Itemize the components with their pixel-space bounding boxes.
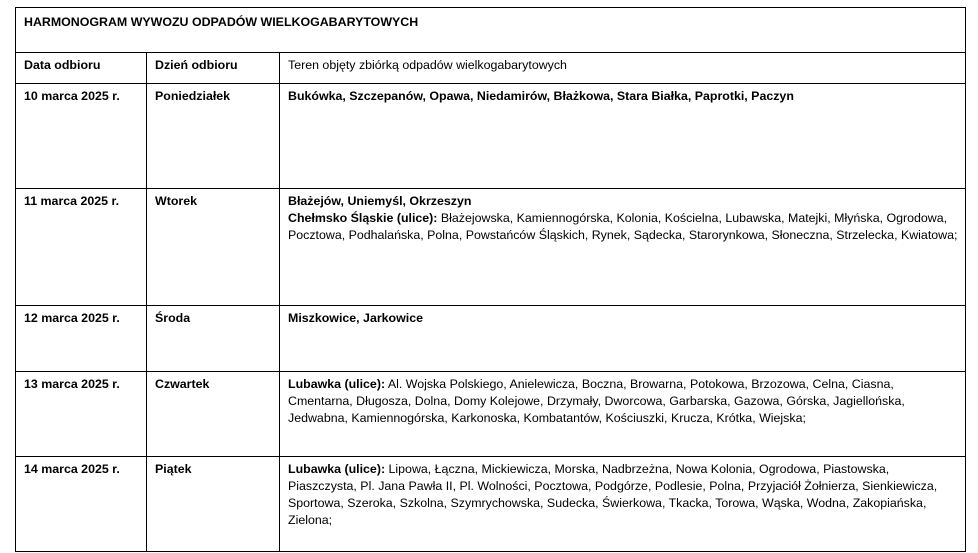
header-row — [16, 53, 966, 84]
table-row — [16, 189, 966, 306]
pickup-day: Czwartek — [147, 372, 280, 457]
pickup-date: 14 marca 2025 r. — [16, 457, 147, 552]
area-localities: Błażejów, Uniemyśl, Okrzeszyn — [288, 194, 472, 208]
table-row — [16, 306, 966, 372]
table-row — [16, 84, 966, 189]
title-row — [16, 8, 966, 53]
pickup-day: Wtorek — [147, 189, 280, 306]
area-localities: Bukówka, Szczepanów, Opawa, Niedamirów, Błażkowa, Stara Białka, Paprotki, Paczyn — [288, 89, 794, 103]
area-localities: Miszkowice, Jarkowice — [288, 311, 423, 325]
pickup-date: 10 marca 2025 r. — [16, 84, 147, 189]
schedule-table — [15, 7, 966, 552]
column-header-day: Dzień odbioru — [147, 53, 280, 84]
pickup-day: Poniedziałek — [147, 84, 280, 189]
column-header-area: Teren objęty zbiórką odpadów wielkogabarytowych — [280, 53, 966, 84]
pickup-area — [280, 457, 966, 552]
area-town-label: Lubawka (ulice): — [288, 377, 386, 391]
pickup-date: 13 marca 2025 r. — [16, 372, 147, 457]
pickup-date: 11 marca 2025 r. — [16, 189, 147, 306]
area-town-label: Lubawka (ulice): — [288, 462, 386, 476]
document-title: HARMONOGRAM WYWOZU ODPADÓW WIELKOGABARYTOWYCH — [16, 8, 966, 53]
pickup-day: Piątek — [147, 457, 280, 552]
pickup-date: 12 marca 2025 r. — [16, 306, 147, 372]
pickup-area — [280, 372, 966, 457]
column-header-date: Data odbioru — [16, 53, 147, 84]
area-streets: Błażejowska, Kamiennogórska, Kolonia, Kościelna, Lubawska, Matejki, Młyńska, Ogrodowa, Pocztowa, Podhalańska, Polna, Powstańców Śląskich, Rynek, Sądecka, Starorynkowa, Słoneczna, Strzelecka, Kwiatowa; — [288, 211, 958, 242]
table-row — [16, 457, 966, 552]
area-streets: Lipowa, Łączna, Mickiewicza, Morska, Nadbrzeżna, Nowa Kolonia, Ogrodowa, Piastowska, Piaszczysta, Pl. Jana Pawła II, Pl. Wolności, Pocztowa, Podgórze, Podlesie, Polna, Przyjaciół Żołnierza, Sienkiewicza, Sportowa, Szeroka, Szkolna, Szymrychowska, Sudecka, Świerkowa, Tkacka, Torowa, Wąska, Wodna, Zakopiańska, Zielona; — [288, 462, 938, 527]
area-town-label: Chełmsko Śląskie (ulice): — [288, 211, 438, 225]
area-streets: Al. Wojska Polskiego, Anielewicza, Boczna, Browarna, Potokowa, Brzozowa, Celna, Ciasna, Cmentarna, Długosza, Dolna, Domy Kolejowe, Drzymały, Dworcowa, Garbarska, Gazowa, Górska, Jagiellońska, Jedwabna, Kamiennogórska, Karkonoska, Kombatantów, Kościuszki, Krucza, Krótka, Wiejska; — [288, 377, 905, 425]
pickup-area — [280, 306, 966, 372]
pickup-area — [280, 84, 966, 189]
pickup-area — [280, 189, 966, 306]
pickup-day: Środa — [147, 306, 280, 372]
table-row — [16, 372, 966, 457]
